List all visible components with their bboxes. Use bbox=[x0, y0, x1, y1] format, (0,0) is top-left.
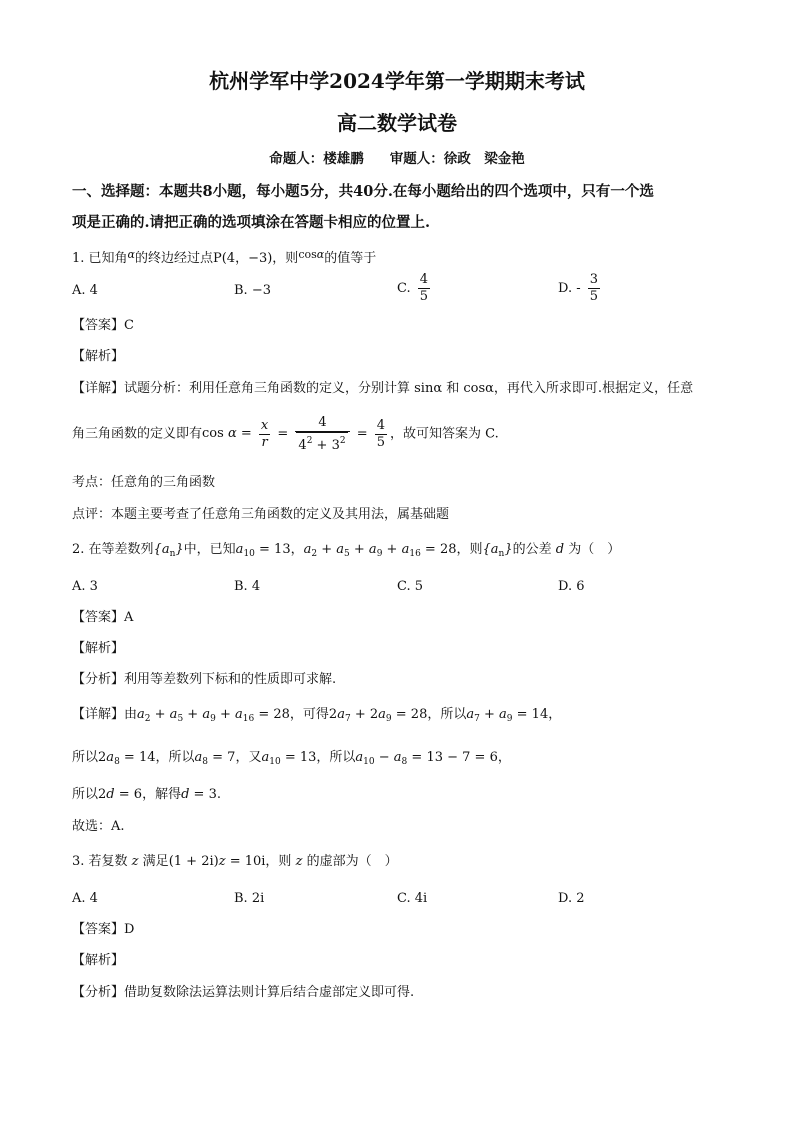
q1-option-d-den: 5 bbox=[589, 289, 599, 304]
q3-stem: 3. 若复数 z 满足(1 + 2i)z = 10i，则 z 的虚部为（ ） bbox=[72, 854, 398, 869]
q1-stem: 1. 已知角$^\alpha$的终边经过点P(4，−3)，则$^{cos\alpha}$的值等于 bbox=[72, 248, 377, 266]
q2-stem-part: ， bbox=[290, 542, 304, 557]
q1-detail-text: 角三角函数的定义即有 bbox=[72, 426, 203, 442]
q3-option-a: A. 4 bbox=[72, 891, 98, 906]
exam-title: 杭州学军中学2024学年第一学期期末考试 bbox=[209, 69, 585, 93]
q1-option-c-num: 4 bbox=[419, 272, 429, 287]
q2-stem-part: ，则 bbox=[456, 542, 483, 557]
q2-stem-part: 的公差 bbox=[512, 542, 552, 557]
q2-detail-line2: 所以$2a_8 = 14$，所以$a_8 = 7$，又$a_{10} = 13$，所以$a_{10} - a_8 = 13 - 7 = 6$， bbox=[72, 750, 511, 767]
q3-stem-part: 的虚部为（ ） bbox=[306, 854, 398, 869]
section-intro-line1: 一、选择题：本题共8小题，每小题5分，共40分.在每小题给出的四个选项中，只有一个选 bbox=[72, 183, 654, 200]
q2-stem-part: 中，已知 bbox=[183, 542, 236, 557]
q3-option-c: C. 4i bbox=[397, 891, 428, 906]
q2-detail-text: ，所以 bbox=[316, 750, 356, 765]
q2-stem: 2. 在等差数列$\{a_n\}$中，已知$a_{10} = 13$，$a_2 + a_5 + a_9 + a_{16} = 28$，则$\{a_n\}$的公差 d 为（ ） bbox=[72, 542, 621, 559]
q3-stem-part: 3. 若复数 bbox=[72, 854, 128, 869]
q2-choose: 故选：A. bbox=[72, 819, 125, 834]
q2-option-d: D. 6 bbox=[558, 579, 585, 594]
q2-option-a: A. 3 bbox=[72, 579, 98, 594]
q1-option-a: A. 4 bbox=[72, 283, 98, 298]
q3-stem-part: ，则 bbox=[265, 854, 292, 869]
q1-detail-line1: 【详解】试题分析：利用任意角三角函数的定义，分别计算 sinα 和 cosα，再代入所求即可.根据定义，任意 bbox=[72, 381, 694, 396]
q2-detail-text: 所以 bbox=[72, 750, 99, 765]
q2-detail-text: ，又 bbox=[235, 750, 262, 765]
q1-dianping: 点评：本题主要考查了任意角三角函数的定义及其用法，属基础题 bbox=[72, 507, 450, 522]
q1-kaodian: 考点：任意角的三角函数 bbox=[72, 475, 216, 490]
q2-detail-line1: 【详解】由$a_2 + a_5 + a_9 + a_{16} = 28$，可得$2a_7 + 2a_9 = 28$，所以$a_7 + a_9 = 14$， bbox=[72, 707, 562, 724]
q2-analysis-label: 【解析】 bbox=[72, 641, 125, 656]
q1-option-c-den: 5 bbox=[419, 289, 429, 304]
q2-detail-line3: 所以2d = 6，解得d = 3. bbox=[72, 787, 221, 802]
q2-option-c: C. 5 bbox=[397, 579, 424, 594]
q2-detail-text: ，所以 bbox=[427, 707, 467, 722]
reviewer-label: 审题人：徐政 梁金艳 bbox=[389, 151, 525, 167]
q2-detail-text: ，所以 bbox=[155, 750, 195, 765]
q1-detail-text: ，故可知答案为 C. bbox=[390, 426, 499, 442]
q1-option-c bbox=[397, 272, 433, 305]
q1-stem-part: 的值等于 bbox=[324, 251, 377, 266]
q2-stem-part: 2. 在等差数列 bbox=[72, 542, 154, 557]
q3-analysis-label: 【解析】 bbox=[72, 953, 125, 968]
exam-subtitle: 高二数学试卷 bbox=[337, 111, 457, 135]
q1-option-d-label: D. - bbox=[558, 281, 581, 296]
q1-option-c-label: C. bbox=[397, 281, 411, 296]
q3-fenxi: 【分析】借助复数除法运算法则计算后结合虚部定义即可得. bbox=[72, 985, 415, 1000]
q2-fenxi: 【分析】利用等差数列下标和的性质即可求解. bbox=[72, 672, 337, 687]
q1-detail-line2: 角三角函数的定义即有cos α = $\frac{x}{r}$ = $\frac{4}{4^2 + 3^2}$ = $\frac{4}{5}$ ，故可知答案为 C. bbox=[72, 414, 499, 453]
q1-analysis-label: 【解析】 bbox=[72, 349, 125, 364]
q1-option-d bbox=[558, 272, 603, 305]
q1-stem-part: 1. 已知角 bbox=[72, 251, 128, 266]
q2-detail-text: ，解得 bbox=[142, 787, 182, 802]
section-intro-line2: 项是正确的.请把正确的选项填涂在答题卡相应的位置上. bbox=[72, 214, 431, 231]
q1-option-b: B. −3 bbox=[234, 283, 271, 298]
q2-option-b: B. 4 bbox=[234, 579, 261, 594]
q2-detail-text: ，可得 bbox=[289, 707, 329, 722]
q3-option-b: B. 2i bbox=[234, 891, 265, 906]
author-line bbox=[0, 150, 794, 168]
q1-option-d-num: 3 bbox=[589, 272, 599, 287]
q2-stem-part: 为（ ） bbox=[568, 542, 621, 557]
q3-option-d: D. 2 bbox=[558, 891, 585, 906]
q1-stem-part: 的终边经过点P(4，−3)，则 bbox=[134, 251, 299, 266]
q3-answer: 【答案】D bbox=[72, 922, 135, 937]
q3-stem-part: 满足 bbox=[142, 854, 169, 869]
q1-answer: 【答案】C bbox=[72, 318, 134, 333]
author-label: 命题人：楼雄鹏 bbox=[269, 151, 364, 167]
q2-answer: 【答案】A bbox=[72, 610, 134, 625]
q2-detail-text: 所以 bbox=[72, 787, 99, 802]
q2-detail-text: 【详解】由 bbox=[72, 707, 138, 722]
